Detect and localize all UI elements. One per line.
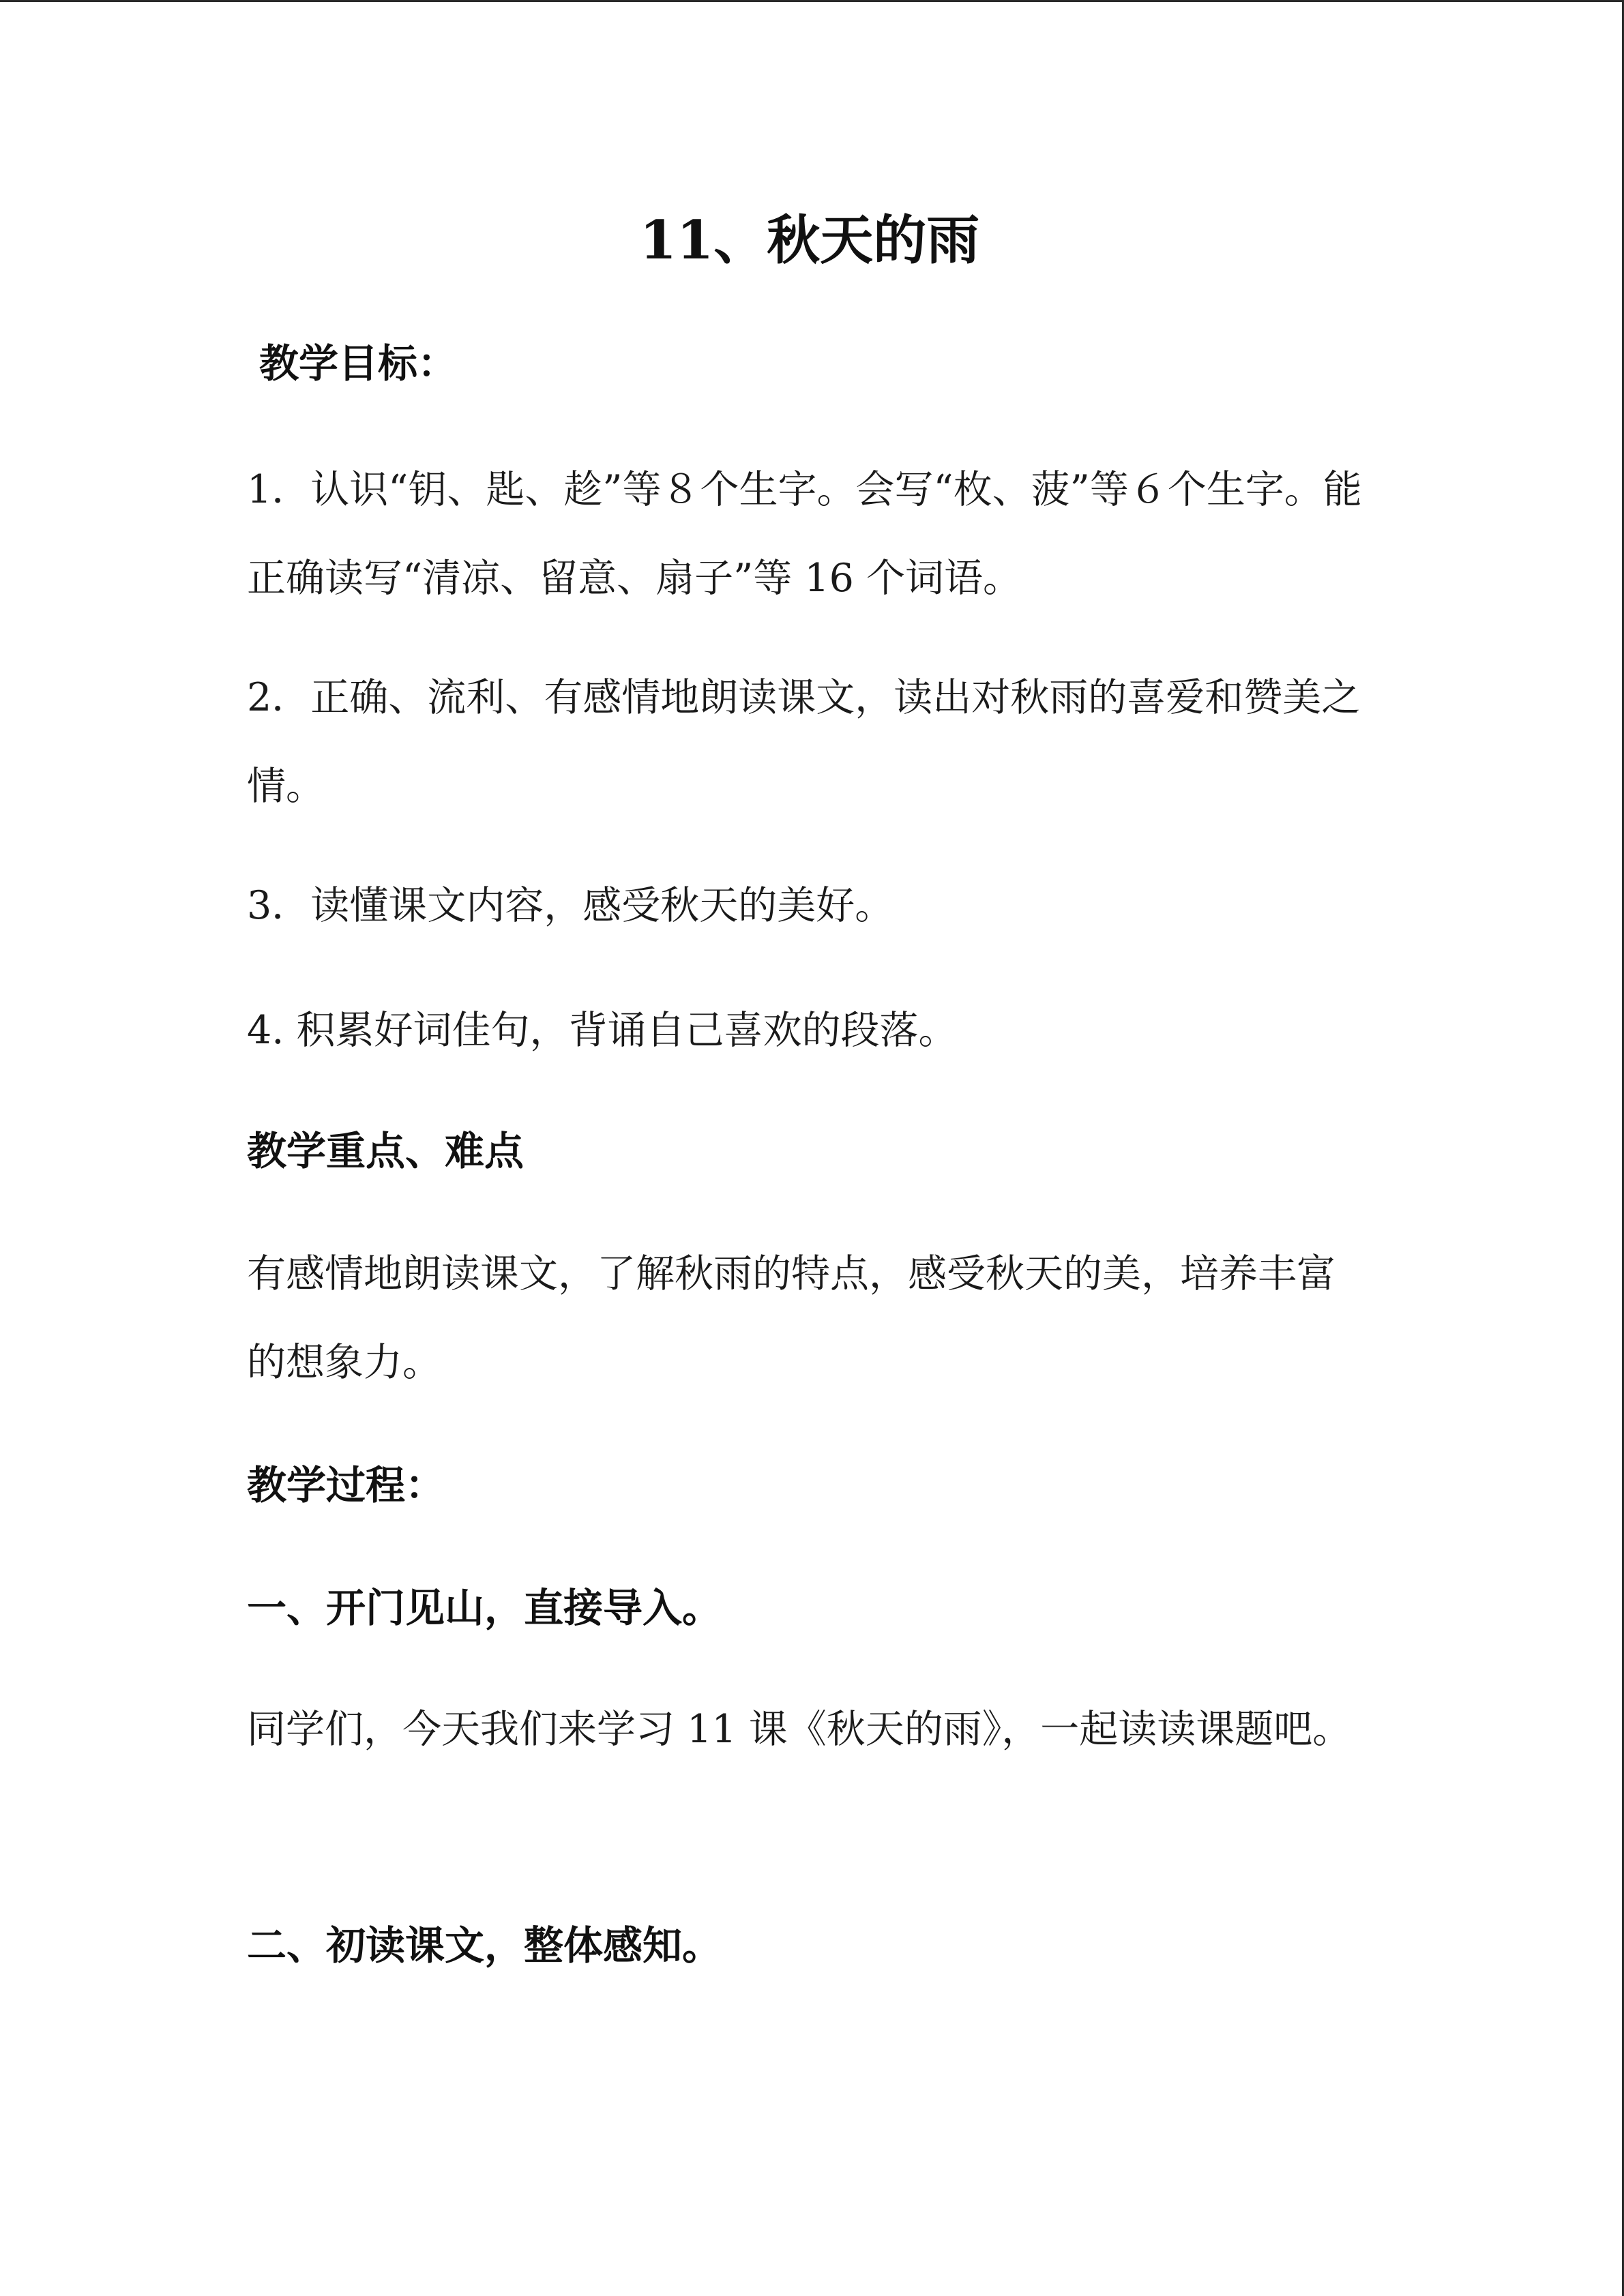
- page-title: 11、秋天的雨: [639, 209, 980, 271]
- step1-text: 同学们，今天我们来学习 11 课《秋天的雨》，一起读读课题吧。: [247, 1707, 1352, 1752]
- step1-heading: 一、开门见山，直接导入。: [247, 1585, 722, 1631]
- objective-item-2: 2．正确、流利、有感情地朗读课文，读出对秋雨的喜爱和赞美之情。: [247, 675, 1361, 809]
- objective-item-3: 3．读懂课文内容，感受秋天的美好。: [247, 883, 894, 928]
- step2-heading: 二、初读课文，整体感知。: [247, 1922, 722, 1969]
- process-heading: 教学过程：: [247, 1462, 445, 1508]
- objective-item-1: 1．认识“钥、匙、趁”等８个生字。会写“枚、菠”等６个生字。能正确读写“清凉、留意、扇子”等 16 个词语。: [247, 467, 1362, 601]
- key-points-text: 有感情地朗读课文，了解秋雨的特点，感受秋天的美，培养丰富的想象力。: [247, 1251, 1335, 1385]
- objective-item-4: 4. 积累好词佳句，背诵自己喜欢的段落。: [247, 1008, 958, 1053]
- objectives-heading: 教学目标：: [259, 340, 458, 387]
- key-points-heading: 教学重点、难点: [247, 1128, 525, 1174]
